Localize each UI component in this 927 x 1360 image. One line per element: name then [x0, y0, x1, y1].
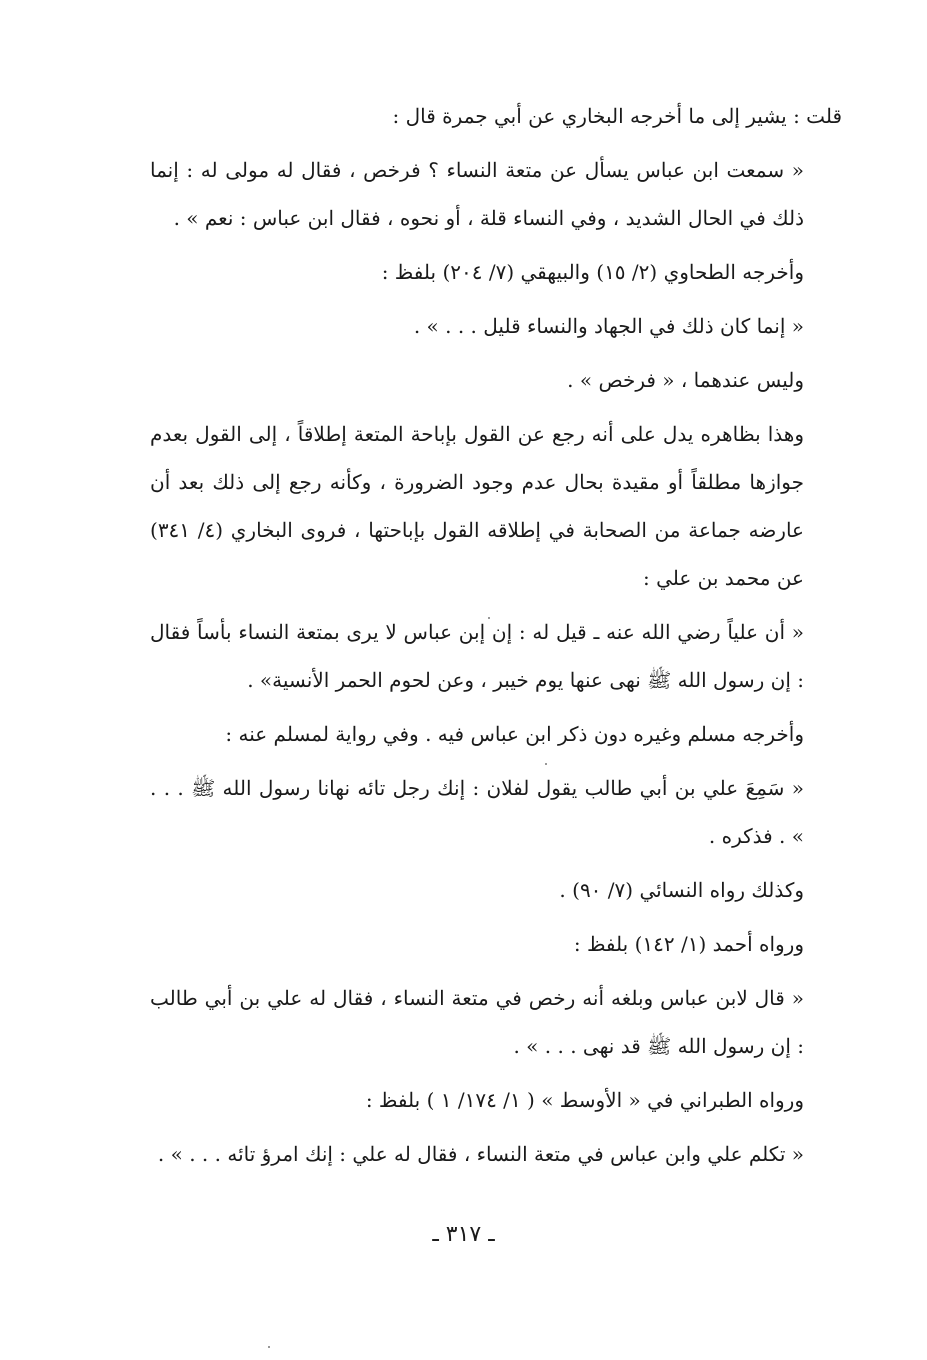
- quote-tabarani: « تكلم علي وابن عباس في متعة النساء ، فقال له علي : إنك امرؤ تائه . . . » .: [157, 1142, 804, 1166]
- paragraph-intro: قلت : يشير إلى ما أخرجه البخاري عن أبي جمرة قال :: [392, 104, 842, 128]
- scan-speck: [488, 617, 490, 619]
- quote-jihad: « إنما كان ذلك في الجهاد والنساء قليل . . . » .: [413, 314, 804, 338]
- paragraph-not-with-them: وليس عندهما ، « فرخص » .: [567, 368, 804, 392]
- paragraph-muslim: وأخرجه مسلم وغيره دون ذكر ابن عباس فيه . وفي رواية لمسلم عنه :: [225, 722, 804, 746]
- quote-ali-ibn-abi-talib: « سَمِعَ علي بن أبي طالب يقول لفلان : إنك رجل تائه نهانا رسول الله ﷺ . . . » . فذكره .: [150, 776, 804, 848]
- page-number: ـ ٣١٧ ـ: [432, 1222, 495, 1247]
- quote-bukhari-abu-jamra: « سمعت ابن عباس يسأل عن متعة النساء ؟ فرخص ، فقال له مولى له : إنما ذلك في الحال الشديد ، وفي النساء قلة ، أو نحوه ، فقال ابن عباس : نعم » .: [150, 158, 804, 230]
- scan-speck: [268, 1346, 270, 1348]
- paragraph-ahmad: ورواه أحمد (١/ ١٤٢) بلفظ :: [573, 932, 804, 956]
- paragraph-nasai: وكذلك رواه النسائي (٧/ ٩٠) .: [559, 878, 804, 902]
- paragraph-analysis: وهذا بظاهره يدل على أنه رجع عن القول بإباحة المتعة إطلاقاً ، إلى القول بعدم جوازها مطلقاً أو مقيدة بحال عدم وجود الضرورة ، وكأنه رجع إلى ذلك بعد أن عارضه جماعة من الصحابة في إطلاقه القول بإباحتها ، فروى البخاري (٤/ ٣٤١) عن محمد بن علي :: [150, 422, 804, 590]
- scan-speck: [545, 763, 547, 765]
- page-body: [150, 92, 842, 1178]
- quote-ahmad: « قال لابن عباس وبلغه أنه رخص في متعة النساء ، فقال له علي بن أبي طالب : إن رسول الله ﷺ قد نهى . . . » .: [150, 986, 804, 1058]
- paragraph-tahawi-bayhaqi: وأخرجه الطحاوي (٢/ ١٥) والبيهقي (٧/ ٢٠٤) بلفظ :: [381, 260, 804, 284]
- quote-ali-khaybar: « أن علياً رضي الله عنه ـ قيل له : إن إبن عباس لا يرى بمتعة النساء بأساً فقال : إن رسول الله ﷺ نهى عنها يوم خيبر ، وعن لحوم الحمر الأنسية» .: [150, 620, 804, 692]
- paragraph-tabarani: ورواه الطبراني في « الأوسط » ( ١/ ١٧٤/ ١ ) بلفظ :: [365, 1088, 804, 1112]
